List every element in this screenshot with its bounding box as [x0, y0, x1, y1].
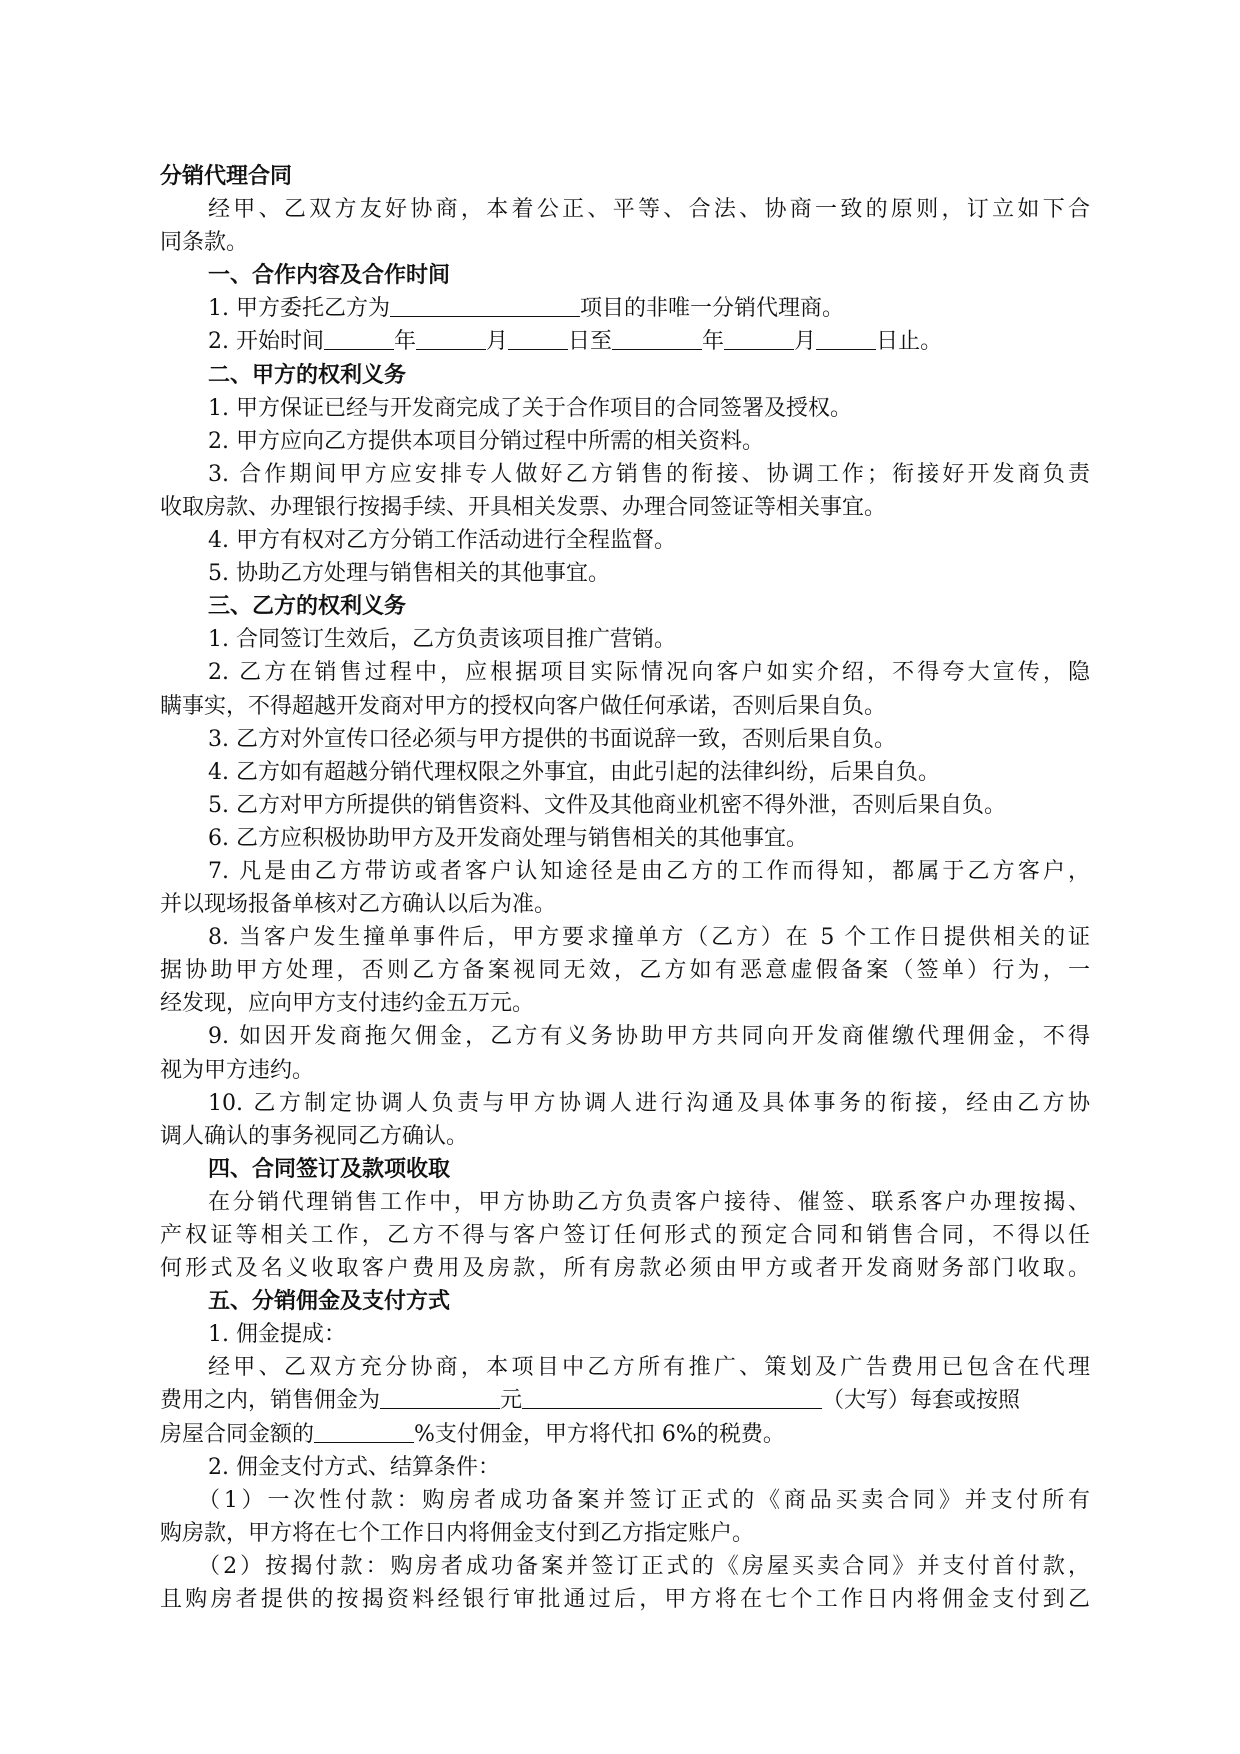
clause-line: 2. 甲方应向乙方提供本项目分销过程中所需的相关资料。 [208, 428, 764, 454]
clause-line: 且购房者提供的按揭资料经银行审批通过后，甲方将在七个工作日内将佣金支付到乙 [160, 1587, 1090, 1613]
clause-line: 10. 乙方制定协调人负责与甲方协调人进行沟通及具体事务的衔接，经由乙方协 [208, 1090, 1090, 1116]
clause-text: 年 [393, 329, 416, 355]
clause-line: 调人确认的事务视同乙方确认。 [160, 1123, 469, 1149]
commission-percent-blank[interactable] [314, 1418, 414, 1443]
clause-line: 视为甲方违约。 [160, 1057, 315, 1083]
clause-line: 8. 当客户发生撞单事件后，甲方要求撞单方（乙方）在 5 个工作日提供相关的证 [208, 925, 1090, 951]
clause-text: 年 [702, 329, 725, 355]
paragraph-line [160, 1384, 1090, 1417]
clause-line: 经发现，应向甲方支付违约金五万元。 [160, 991, 535, 1017]
clause-text: 月 [794, 329, 817, 355]
clause-text: 日止。 [876, 329, 943, 355]
clause-line: 6. 乙方应积极协助甲方及开发商处理与销售相关的其他事宜。 [208, 825, 808, 851]
end-year-blank[interactable] [612, 325, 702, 350]
clause-line [160, 292, 1090, 325]
commission-capital-blank[interactable] [522, 1384, 822, 1409]
clause-text: 1. 甲方委托乙方为 [208, 296, 390, 322]
clause-line: 并以现场报备单核对乙方确认以后为准。 [160, 892, 557, 918]
intro-line: 经甲、乙双方友好协商，本着公正、平等、合法、协商一致的原则，订立如下合 [208, 197, 1090, 223]
clause-line: （1）一次性付款：购房者成功备案并签订正式的《商品买卖合同》并支付所有 [198, 1487, 1090, 1513]
clause-text: 元 [500, 1388, 523, 1414]
clause-line: 购房款，甲方将在七个工作日内将佣金支付到乙方指定账户。 [160, 1520, 755, 1546]
section-heading: 五、分销佣金及支付方式 [208, 1288, 451, 1315]
clause-line: 据协助甲方处理，否则乙方备案视同无效，乙方如有恶意虚假备案（签单）行为，一 [160, 958, 1090, 984]
clause-line: 4. 甲方有权对乙方分销工作活动进行全程监督。 [208, 528, 676, 554]
clause-text: 费用之内，销售佣金为 [160, 1388, 381, 1414]
intro-line: 同条款。 [160, 230, 249, 256]
clause-line: 2. 佣金支付方式、结算条件： [208, 1454, 500, 1480]
clause-line [160, 325, 1090, 358]
clause-line: 1. 合同签订生效后，乙方负责该项目推广营销。 [208, 627, 676, 653]
clause-line: 2. 乙方在销售过程中，应根据项目实际情况向客户如实介绍，不得夸大宣传，隐 [208, 660, 1090, 686]
clause-line: 3. 乙方对外宣传口径必须与甲方提供的书面说辞一致，否则后果自负。 [208, 726, 896, 752]
clause-line: 收取房款、办理银行按揭手续、开具相关发票、办理合同签证等相关事宜。 [160, 494, 887, 520]
start-day-blank[interactable] [508, 325, 568, 350]
clause-text: %支付佣金，甲方将代扣 6%的税费。 [414, 1421, 785, 1447]
clause-line: 5. 协助乙方处理与销售相关的其他事宜。 [208, 561, 610, 587]
section-heading: 二、甲方的权利义务 [208, 361, 407, 388]
clause-text: 2. 开始时间 [208, 329, 324, 355]
clause-line: 4. 乙方如有超越分销代理权限之外事宜，由此引起的法律纠纷，后果自负。 [208, 759, 940, 785]
clause-text: （大写）每套或按照 [822, 1388, 1021, 1414]
start-year-blank[interactable] [324, 325, 394, 350]
clause-line: 5. 乙方对甲方所提供的销售资料、文件及其他商业机密不得外泄，否则后果自负。 [208, 792, 1006, 818]
paragraph-line: 何形式及名义收取客户费用及房款，所有房款必须由甲方或者开发商财务部门收取。 [160, 1256, 1090, 1282]
section-heading: 一、合作内容及合作时间 [208, 262, 451, 289]
section-heading: 四、合同签订及款项收取 [208, 1155, 451, 1182]
end-month-blank[interactable] [724, 325, 794, 350]
clause-line: 瞒事实，不得超越开发商对甲方的授权向客户做任何承诺，否则后果自负。 [160, 693, 887, 719]
clause-line: 1. 甲方保证已经与开发商完成了关于合作项目的合同签署及授权。 [208, 395, 852, 421]
clause-text: 日至 [568, 329, 613, 355]
clause-line: （2）按揭付款：购房者成功备案并签订正式的《房屋买卖合同》并支付首付款， [198, 1553, 1090, 1579]
start-month-blank[interactable] [416, 325, 486, 350]
document-title: 分销代理合同 [160, 163, 293, 189]
project-name-blank[interactable] [390, 292, 580, 317]
clause-line: 9. 如因开发商拖欠佣金，乙方有义务协助甲方共同向开发商催缴代理佣金，不得 [208, 1024, 1090, 1050]
contract-page [160, 160, 1090, 1616]
clause-text: 项目的非唯一分销代理商。 [579, 296, 844, 322]
paragraph-line [160, 1418, 1090, 1451]
clause-line: 1. 佣金提成： [208, 1322, 346, 1348]
commission-amount-blank[interactable] [380, 1384, 500, 1409]
end-day-blank[interactable] [816, 325, 876, 350]
paragraph-line: 在分销代理销售工作中，甲方协助乙方负责客户接待、催签、联系客户办理按揭、 [208, 1189, 1090, 1215]
paragraph-line: 产权证等相关工作，乙方不得与客户签订任何形式的预定合同和销售合同，不得以任 [160, 1223, 1090, 1248]
clause-text: 房屋合同金额的 [160, 1421, 315, 1447]
clause-line: 7. 凡是由乙方带访或者客户认知途径是由乙方的工作而得知，都属于乙方客户， [208, 858, 1090, 884]
section-heading: 三、乙方的权利义务 [208, 593, 407, 620]
paragraph-line: 经甲、乙双方充分协商，本项目中乙方所有推广、策划及广告费用已包含在代理 [208, 1355, 1090, 1381]
clause-line: 3. 合作期间甲方应安排专人做好乙方销售的衔接、协调工作；衔接好开发商负责 [208, 461, 1090, 487]
clause-text: 月 [486, 329, 509, 355]
